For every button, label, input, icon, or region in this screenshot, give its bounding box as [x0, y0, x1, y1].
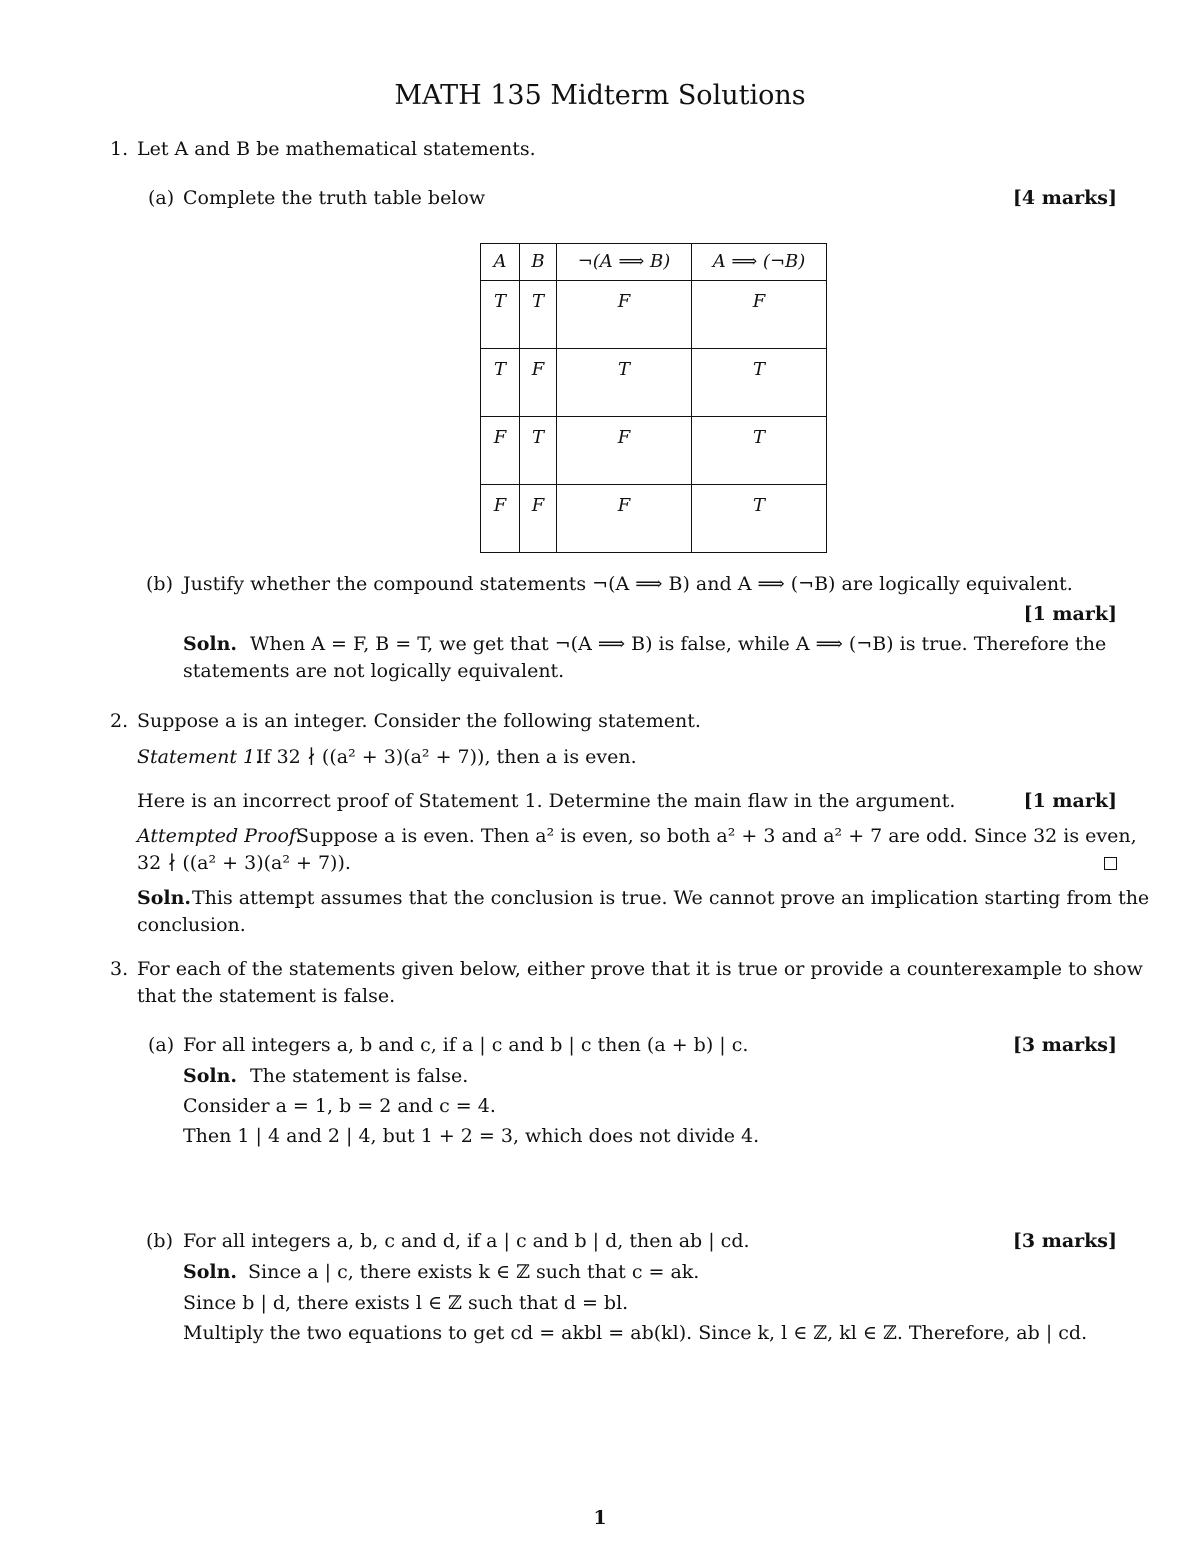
q2-soln-line-2: conclusion.: [137, 914, 246, 936]
truth-table: [480, 243, 827, 553]
table-cell: F: [481, 485, 520, 553]
q2-statement-label: Statement 1.: [137, 746, 262, 768]
q2-soln-line-1: This attempt assumes that the conclusion is true. We cannot prove an implication starting from the: [192, 887, 1150, 909]
q1b-soln-line-1: When A = F, B = T, we get that ¬(A ⟹ B) is false, while A ⟹ (¬B) is true. Therefore the: [250, 633, 1107, 655]
q1a-text: Complete the truth table below: [183, 187, 486, 209]
q1b-marks: [1 mark]: [1023, 603, 1117, 625]
q2-intro: Suppose a is an integer. Consider the following statement.: [137, 710, 701, 732]
q3-number: 3.: [110, 958, 129, 980]
table-cell: T: [520, 417, 557, 485]
q3a-marks: [3 marks]: [1012, 1034, 1117, 1056]
q1-intro: Let A and B be mathematical statements.: [137, 138, 536, 160]
q3b-soln-label: Soln.: [183, 1261, 238, 1283]
header-cell-b: B: [520, 244, 557, 281]
table-cell: F: [520, 485, 557, 553]
q3b-soln-line-3: Multiply the two equations to get cd = akbl = ab(kl). Since k, l ∈ ℤ, kl ∈ ℤ. Therefore, ab | cd.: [183, 1322, 1088, 1344]
table-cell: T: [481, 281, 520, 349]
q3-intro-line-2: that the statement is false.: [137, 985, 396, 1007]
q3a-soln-line-3: Then 1 | 4 and 2 | 4, but 1 + 2 = 3, which does not divide 4.: [183, 1125, 760, 1147]
q3b-label: (b): [146, 1230, 173, 1252]
q3a-soln-label: Soln.: [183, 1065, 238, 1087]
q3a-soln-line-1: The statement is false.: [250, 1065, 469, 1087]
q2-marks: [1 mark]: [1023, 790, 1117, 812]
q1-number: 1.: [110, 138, 129, 160]
q3b-marks: [3 marks]: [1012, 1230, 1117, 1252]
q2-proof-label: Attempted Proof.: [137, 825, 302, 847]
q2-soln-label: Soln.: [137, 887, 192, 909]
q1b-soln-line-2: statements are not logically equivalent.: [183, 660, 565, 682]
q3b-text: For all integers a, b, c and d, if a | c and b | d, then ab | cd.: [183, 1230, 750, 1252]
q3a-label: (a): [148, 1034, 175, 1056]
table-cell: F: [481, 417, 520, 485]
q2-prompt: Here is an incorrect proof of Statement 1. Determine the main flaw in the argument.: [137, 790, 956, 812]
q2-proof-line-2: 32 ∤ ((a² + 3)(a² + 7)).: [137, 852, 351, 874]
table-row: [481, 485, 827, 553]
truth-table-header: [481, 244, 827, 281]
header-cell-not-implies: ¬(A ⟹ B): [557, 244, 692, 281]
q2-statement-text: If 32 ∤ ((a² + 3)(a² + 7)), then a is even.: [256, 746, 637, 768]
q1b-soln-label: Soln.: [183, 633, 238, 655]
q2-proof-line-1: Suppose a is even. Then a² is even, so both a² + 3 and a² + 7 are odd. Since 32 is even,: [296, 825, 1137, 847]
q1b-label: (b): [146, 573, 173, 595]
q3-intro-line-1: For each of the statements given below, either prove that it is true or provide a counterexample to show: [137, 958, 1143, 980]
table-row: [481, 349, 827, 417]
header-cell-implies-not: A ⟹ (¬B): [692, 244, 827, 281]
page-title: MATH 135 Midterm Solutions: [394, 80, 806, 111]
page-number: 1: [593, 1507, 607, 1529]
table-cell: F: [520, 349, 557, 417]
q1a-label: (a): [148, 187, 175, 209]
q3b-soln-line-2: Since b | d, there exists l ∈ ℤ such that d = bl.: [183, 1292, 629, 1314]
table-cell: T: [481, 349, 520, 417]
qed-box-icon: [1104, 857, 1117, 870]
q3a-soln-line-2: Consider a = 1, b = 2 and c = 4.: [183, 1095, 496, 1117]
table-cell: F: [557, 281, 692, 349]
table-cell: F: [557, 417, 692, 485]
table-row: [481, 417, 827, 485]
table-row: [481, 281, 827, 349]
q3b-soln-line-1: Since a | c, there exists k ∈ ℤ such that c = ak.: [248, 1261, 700, 1283]
q1b-text: Justify whether the compound statements ¬(A ⟹ B) and A ⟹ (¬B) are logically equivalent.: [183, 573, 1073, 595]
table-cell: T: [520, 281, 557, 349]
q2-number: 2.: [110, 710, 129, 732]
header-cell-a: A: [481, 244, 520, 281]
table-cell: T: [692, 417, 827, 485]
table-cell: F: [692, 281, 827, 349]
table-cell: T: [692, 349, 827, 417]
table-cell: T: [692, 485, 827, 553]
table-cell: F: [557, 485, 692, 553]
q1a-marks: [4 marks]: [1012, 187, 1117, 209]
table-cell: T: [557, 349, 692, 417]
q3a-text: For all integers a, b and c, if a | c and b | c then (a + b) | c.: [183, 1034, 749, 1056]
